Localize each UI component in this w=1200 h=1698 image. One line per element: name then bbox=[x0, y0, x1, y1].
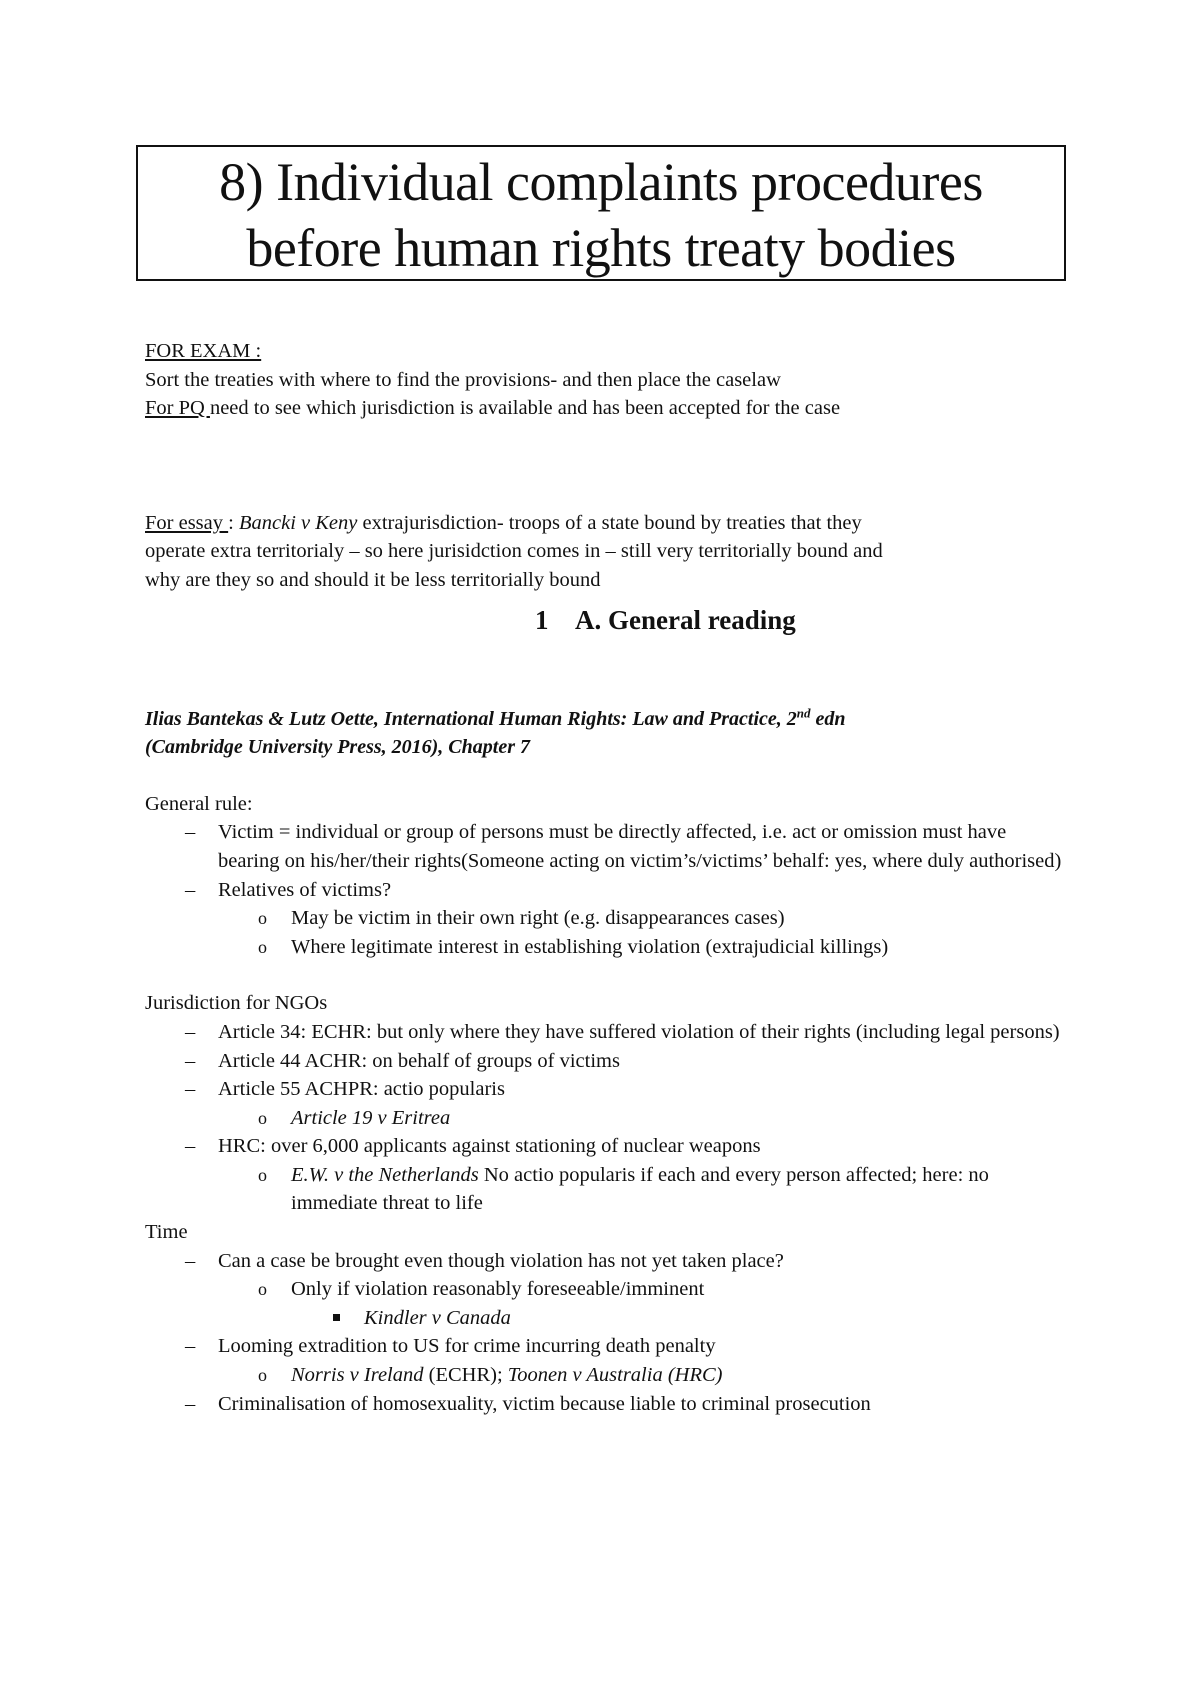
list-item bbox=[145, 1247, 1065, 1333]
list-item-text: Article 34: ECHR: but only where they have suffered violation of their rights (including legal persons) bbox=[218, 1020, 1060, 1043]
ngo-list bbox=[145, 1018, 1065, 1218]
essay-label: For essay bbox=[145, 511, 229, 534]
case-name: Toonen v Australia (HRC) bbox=[507, 1364, 723, 1387]
list-item bbox=[145, 1075, 1065, 1132]
ngo-label: Jurisdiction for NGOs bbox=[145, 992, 328, 1015]
circle-marker: o bbox=[258, 936, 267, 957]
time-label: Time bbox=[145, 1221, 188, 1244]
list-item bbox=[145, 818, 1065, 875]
case-name: E.W. v the Netherlands bbox=[291, 1163, 479, 1186]
essay-line-3: why are they so and should it be less territorially bound bbox=[145, 568, 601, 591]
case-name: Article 19 v Eritrea bbox=[291, 1106, 451, 1129]
list-item bbox=[145, 1047, 1065, 1076]
list-item bbox=[145, 1332, 1065, 1389]
essay-text-1: extrajurisdiction- troops of a state bound by treaties that they bbox=[357, 511, 862, 534]
list-item-text: Victim = individual or group of persons must be directly affected, i.e. act or omission must have bearing on his/her/their rights(Someone acting on victim’s/victims’ behalf: yes, where duly authorised) bbox=[218, 821, 1062, 872]
circle-marker: o bbox=[258, 1279, 267, 1300]
list-item-text: Article 55 ACHPR: actio popularis bbox=[218, 1078, 505, 1101]
sub-list-item bbox=[218, 1161, 1065, 1218]
sub-sub-list bbox=[291, 1304, 1065, 1333]
pq-label: For PQ bbox=[145, 397, 210, 420]
dash-marker: – bbox=[185, 1392, 196, 1415]
dash-marker: – bbox=[185, 821, 196, 844]
general-rule-list bbox=[145, 818, 1065, 961]
dash-marker: – bbox=[185, 1078, 196, 1101]
list-item bbox=[145, 1390, 1065, 1419]
exam-label-line bbox=[145, 337, 1065, 366]
essay-line-2: operate extra territorialy – so here jurisidction comes in – still very territorially bound and bbox=[145, 540, 883, 563]
section-heading bbox=[145, 603, 1065, 637]
general-rule-label: General rule: bbox=[145, 792, 253, 815]
square-bullet-icon bbox=[333, 1314, 340, 1321]
essay-colon: : bbox=[228, 511, 239, 534]
circle-marker: o bbox=[258, 1107, 267, 1128]
dash-marker: – bbox=[185, 1335, 196, 1358]
essay-line-1 bbox=[145, 509, 1065, 538]
list-item-text: Relatives of victims? bbox=[218, 878, 392, 901]
list-item-text: Can a case be brought even though violation has not yet taken place? bbox=[218, 1249, 784, 1272]
list-item-text: Article 44 ACHR: on behalf of groups of victims bbox=[218, 1049, 620, 1072]
list-item-text: Criminalisation of homosexuality, victim because liable to criminal prosecution bbox=[218, 1392, 871, 1415]
sub-list-item-text: May be victim in their own right (e.g. disappearances cases) bbox=[291, 907, 785, 930]
sub-list bbox=[218, 904, 1065, 961]
reference-line-1 bbox=[145, 705, 1065, 734]
spacer bbox=[145, 423, 1065, 509]
title-line-1: 8) Individual complaints procedures bbox=[219, 152, 983, 212]
sub-list-item bbox=[218, 904, 1065, 933]
spacer bbox=[145, 762, 1065, 790]
pq-line bbox=[145, 394, 1065, 423]
spacer bbox=[145, 961, 1065, 989]
dash-marker: – bbox=[185, 878, 196, 901]
list-item bbox=[145, 876, 1065, 962]
list-item bbox=[145, 1018, 1065, 1047]
sub-list-item-text: Where legitimate interest in establishing violation (extrajudicial killings) bbox=[291, 935, 889, 958]
exam-sort-text: Sort the treaties with where to find the provisions- and then place the caselaw bbox=[145, 368, 781, 391]
dash-marker: – bbox=[185, 1049, 196, 1072]
title-line-2: before human rights treaty bodies bbox=[246, 218, 956, 278]
reference-sup: nd bbox=[796, 704, 811, 720]
exam-label: FOR EXAM : bbox=[145, 340, 262, 362]
sub-list bbox=[218, 1104, 1065, 1133]
document-body bbox=[145, 337, 1065, 1418]
case-name: Norris v Ireland bbox=[291, 1364, 424, 1387]
list-item bbox=[145, 1132, 1065, 1218]
sub-list bbox=[218, 1275, 1065, 1332]
sub-list bbox=[218, 1161, 1065, 1218]
sub-list-item bbox=[218, 1275, 1065, 1332]
sub-list bbox=[218, 1361, 1065, 1390]
pq-text: need to see which jurisdiction is available and has been accepted for the case bbox=[209, 397, 841, 420]
dash-marker: – bbox=[185, 1020, 196, 1043]
sub-sub-list-item bbox=[291, 1304, 1065, 1333]
dash-marker: – bbox=[185, 1135, 196, 1158]
sub-list-item-text: No actio popularis if each and every person affected; here: no immediate threat to life bbox=[291, 1163, 989, 1215]
reference-part-2: edn bbox=[810, 707, 846, 730]
essay-case: Bancki v Keny bbox=[238, 511, 358, 534]
sub-list-item-text: (ECHR); bbox=[423, 1364, 508, 1387]
sub-list-item-text: Only if violation reasonably foreseeable/imminent bbox=[291, 1278, 705, 1301]
sub-list-item bbox=[218, 933, 1065, 962]
list-item-text: Looming extradition to US for crime incurring death penalty bbox=[218, 1335, 716, 1358]
dash-marker: – bbox=[185, 1249, 196, 1272]
case-name: Kindler v Canada bbox=[364, 1306, 511, 1329]
circle-marker: o bbox=[258, 908, 267, 929]
time-list bbox=[145, 1247, 1065, 1419]
reference-line-2: (Cambridge University Press, 2016), Chapter 7 bbox=[145, 736, 530, 759]
circle-marker: o bbox=[258, 1164, 267, 1185]
circle-marker: o bbox=[258, 1365, 267, 1386]
title-box bbox=[136, 145, 1066, 281]
reference-part-1: Ilias Bantekas & Lutz Oette, International Human Rights: Law and Practice, 2 bbox=[145, 707, 797, 730]
spacer bbox=[145, 637, 1065, 705]
section-number: 1 bbox=[535, 604, 549, 635]
sub-list-item bbox=[218, 1104, 1065, 1133]
sub-list-item bbox=[218, 1361, 1065, 1390]
section-title: A. General reading bbox=[575, 604, 796, 635]
list-item-text: HRC: over 6,000 applicants against stationing of nuclear weapons bbox=[218, 1135, 761, 1158]
